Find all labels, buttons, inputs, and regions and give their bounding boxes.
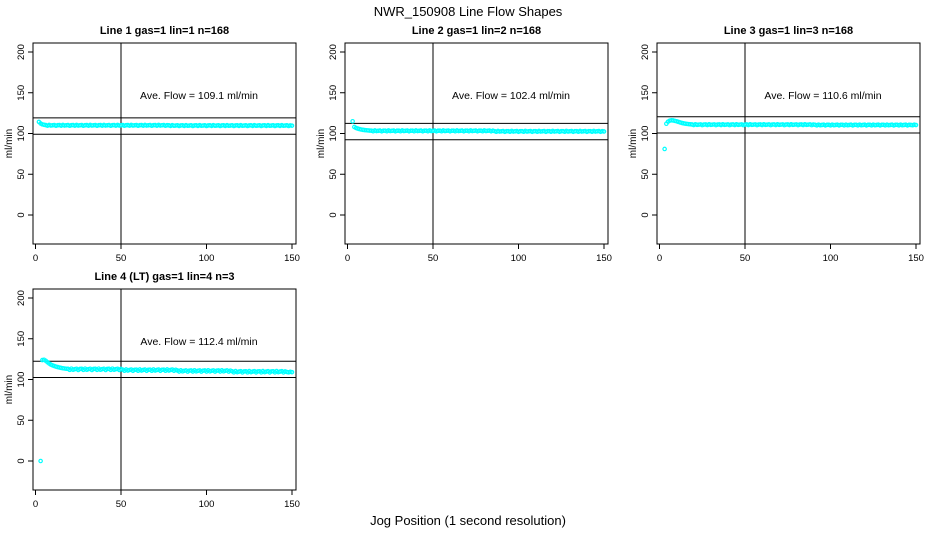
x-axis [36, 490, 293, 495]
x-axis-label: Jog Position (1 second resolution) [370, 513, 566, 528]
x-tick-label: 150 [908, 253, 924, 264]
x-tick-label: 100 [510, 253, 527, 264]
x-tick-label: 0 [344, 253, 351, 264]
y-tick-label: 150 [640, 84, 651, 101]
subplot-title: Line 3 gas=1 lin=3 n=168 [723, 25, 854, 37]
y-axis [28, 298, 33, 461]
y-tick-label: 150 [328, 84, 339, 101]
points-series [37, 120, 293, 127]
reference-lines [33, 43, 296, 244]
plot-box [657, 43, 920, 244]
y-tick-label: 0 [328, 212, 339, 218]
x-tick-label: 0 [32, 253, 39, 264]
x-tick-label: 150 [284, 499, 300, 510]
y-axis [652, 52, 657, 215]
plot-box [345, 43, 608, 244]
y-tick-label: 200 [328, 44, 339, 60]
y-tick-label: 100 [328, 125, 339, 142]
x-tick-label: 50 [115, 253, 127, 264]
x-tick-label: 0 [656, 253, 663, 264]
subplot-4 [4, 271, 300, 510]
x-tick-label: 100 [198, 499, 215, 510]
y-tick-label: 50 [640, 168, 651, 180]
x-axis [348, 244, 605, 249]
ave-flow-annotation: Ave. Flow = 112.4 ml/min [140, 336, 258, 348]
y-tick-label: 200 [16, 290, 27, 306]
y-tick-label: 200 [16, 44, 27, 60]
x-axis [660, 244, 917, 249]
plot-box [33, 43, 296, 244]
y-tick-label: 200 [640, 44, 651, 60]
y-tick-label: 150 [16, 84, 27, 101]
ave-flow-annotation: Ave. Flow = 102.4 ml/min [452, 90, 570, 102]
subplot-title: Line 2 gas=1 lin=2 n=168 [411, 25, 542, 37]
plot-box [33, 289, 296, 490]
subplot-3 [628, 25, 924, 264]
figure-title: NWR_150908 Line Flow Shapes [373, 4, 563, 19]
x-tick-label: 50 [115, 499, 127, 510]
y-axis-title: ml/min [4, 128, 15, 159]
x-tick-label: 50 [427, 253, 439, 264]
y-tick-label: 50 [16, 168, 27, 180]
y-tick-label: 50 [328, 168, 339, 180]
ave-flow-annotation: Ave. Flow = 109.1 ml/min [140, 90, 258, 102]
points-series [351, 120, 606, 134]
x-tick-label: 150 [284, 253, 300, 264]
y-axis-title: ml/min [628, 128, 639, 159]
y-tick-label: 100 [16, 371, 27, 388]
y-tick-label: 100 [640, 125, 651, 142]
y-axis [340, 52, 345, 215]
ave-flow-annotation: Ave. Flow = 110.6 ml/min [764, 90, 882, 102]
y-tick-label: 0 [16, 458, 27, 464]
y-axis-title: ml/min [4, 374, 15, 405]
subplot-2 [316, 25, 612, 264]
y-tick-label: 150 [16, 330, 27, 347]
x-tick-label: 0 [32, 499, 39, 510]
subplot-1 [4, 25, 300, 264]
reference-lines [33, 289, 296, 490]
x-tick-label: 50 [739, 253, 751, 264]
subplot-title: Line 1 gas=1 lin=1 n=168 [99, 25, 230, 37]
y-tick-label: 50 [16, 414, 27, 426]
points-series [39, 358, 294, 463]
subplot-title: Line 4 (LT) gas=1 lin=4 n=3 [94, 271, 235, 283]
x-tick-label: 100 [822, 253, 839, 264]
reference-lines [345, 43, 608, 244]
x-tick-label: 150 [596, 253, 612, 264]
y-tick-label: 100 [16, 125, 27, 142]
x-tick-label: 100 [198, 253, 215, 264]
y-tick-label: 0 [640, 212, 651, 218]
y-axis [28, 52, 33, 215]
x-axis [36, 244, 293, 249]
reference-lines [657, 43, 920, 244]
points-series [663, 119, 918, 151]
y-axis-title: ml/min [316, 128, 327, 159]
y-tick-label: 0 [16, 212, 27, 218]
